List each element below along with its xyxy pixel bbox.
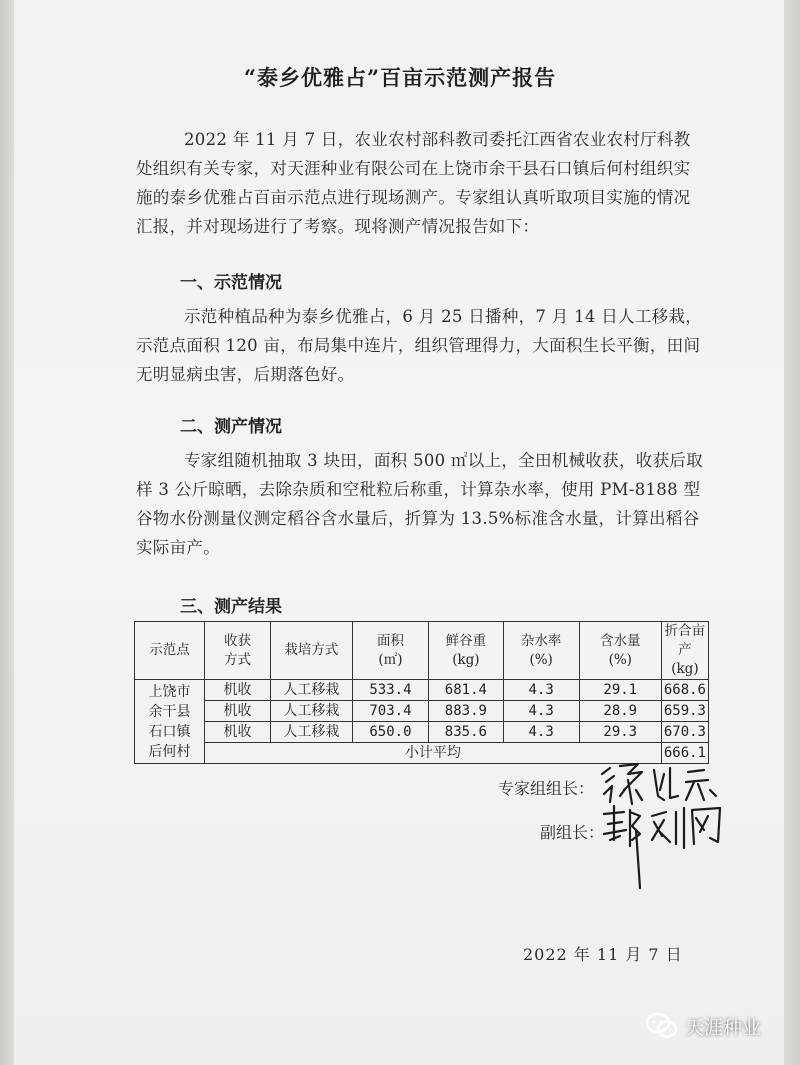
- section3-heading: 三、测产结果: [180, 597, 282, 617]
- yield-cell: 668.6: [661, 680, 708, 701]
- header-area: 面积 (㎡): [352, 622, 428, 680]
- area-cell: 650.0: [352, 722, 428, 743]
- yield-cell: 670.3: [661, 722, 708, 743]
- deputy-signature: [600, 800, 740, 892]
- moisture-cell: 29.1: [579, 680, 661, 701]
- section1-paragraph: [136, 302, 706, 389]
- impurity-cell: 4.3: [503, 722, 579, 743]
- area-cell: 533.4: [352, 680, 428, 701]
- header-harvest: 收获 方式: [204, 622, 270, 680]
- header-moisture: 含水量 (%): [579, 622, 661, 680]
- moisture-cell: 29.3: [579, 722, 661, 743]
- impurity-cell: 4.3: [503, 680, 579, 701]
- area-cell: 703.4: [352, 701, 428, 722]
- site-cell: 上饶市 余干县 石口镇 后何村: [135, 680, 205, 764]
- subtotal-label: 小计平均: [204, 743, 661, 764]
- yield-results-table: [134, 621, 709, 764]
- section1-text: 示范种植品种为泰乡优雅占，6 月 25 日播种，7 月 14 日人工移栽，示范点面积 120 亩，布局集中连片，组织管理得力，大面积生长平衡，田间无明显病虫害，后期落色好。: [136, 307, 703, 384]
- method-cell: 人工移栽: [271, 701, 353, 722]
- table-row: [135, 722, 709, 743]
- impurity-cell: 4.3: [503, 701, 579, 722]
- table-header-row: [135, 622, 709, 680]
- report-date: 2022 年 11 月 7 日: [523, 945, 683, 964]
- header-site: 示范点: [135, 622, 205, 680]
- fresh-weight-cell: 883.9: [429, 701, 503, 722]
- watermark-text: 天涯种业: [685, 1016, 762, 1039]
- section2-paragraph: [136, 446, 706, 562]
- yield-cell: 659.3: [661, 701, 708, 722]
- header-yield: 折合亩 产 (kg): [661, 622, 708, 680]
- header-impurity-rate: 杂水率 (%): [503, 622, 579, 680]
- intro-paragraph: [136, 125, 706, 241]
- table-row: [135, 680, 709, 701]
- section2-heading: 二、测产情况: [180, 417, 282, 437]
- method-cell: 人工移栽: [271, 722, 353, 743]
- report-title: “泰乡优雅占”百亩示范测产报告: [243, 65, 557, 90]
- intro-text: 2022 年 11 月 7 日，农业农村部科教司委托江西省农业农村厅科教处组织有关专家，对天涯种业有限公司在上饶市余干县石口镇后何村组织实施的泰乡优雅占百亩示范点进行现场测产。专家组认真听取项目实施的情况汇报，并对现场进行了考察。现将测产情况报告如下：: [136, 130, 691, 236]
- method-cell: 人工移栽: [271, 680, 353, 701]
- section2-text: 专家组随机抽取 3 块田，面积 500 ㎡以上，全田机械收获，收获后取样 3 公斤晾晒，去除杂质和空秕粒后称重，计算杂水率，使用 PM-8188 型谷物水份测量仪测定稻谷含水量后，折算为 13.5%标准含水量，计算出稻谷实际亩产。: [136, 451, 703, 557]
- fresh-weight-cell: 835.6: [429, 722, 503, 743]
- harvest-cell: 机收: [204, 722, 270, 743]
- harvest-cell: 机收: [204, 680, 270, 701]
- section1-heading: 一、示范情况: [180, 273, 282, 293]
- fresh-weight-cell: 681.4: [429, 680, 503, 701]
- header-method: 栽培方式: [271, 622, 353, 680]
- header-fresh-weight: 鲜谷重 (kg): [429, 622, 503, 680]
- wechat-icon: [645, 1012, 679, 1040]
- source-watermark: [645, 1012, 761, 1040]
- deputy-label: 副组长：: [540, 823, 605, 842]
- moisture-cell: 28.9: [579, 701, 661, 722]
- leader-label: 专家组组长：: [498, 779, 595, 798]
- harvest-cell: 机收: [204, 701, 270, 722]
- table-row: [135, 701, 709, 722]
- subtotal-value: 666.1: [661, 743, 708, 764]
